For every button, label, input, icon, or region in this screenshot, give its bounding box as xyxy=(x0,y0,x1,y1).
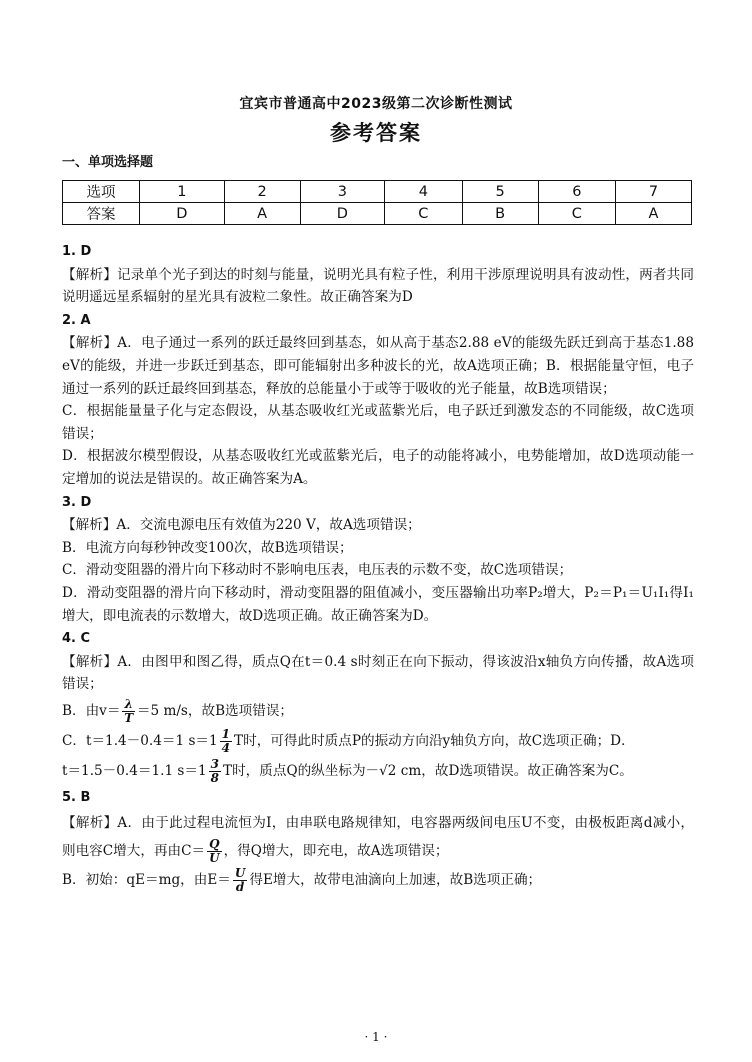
table-cell: 2 xyxy=(224,181,300,203)
table-cell: A xyxy=(616,203,692,225)
fraction-numerator: U xyxy=(234,866,246,881)
text-run: 【解析】A．由于此过程电流恒为I，由串联电路规律知，电容器两级间电压U不变，由极板距离d减小，则电容C增大，再由C＝ xyxy=(62,815,694,860)
explanation-paragraph xyxy=(62,756,694,786)
fraction xyxy=(233,867,247,894)
explanation-paragraph xyxy=(62,726,694,756)
fraction-numerator: 3 xyxy=(210,756,219,771)
question-heading: 5. B xyxy=(62,789,91,805)
section-heading: 一、单项选择题 xyxy=(62,155,154,170)
table-cell: 3 xyxy=(300,181,385,203)
page-number: · 1 · xyxy=(364,1030,388,1044)
table-row xyxy=(63,203,692,225)
explanation-paragraph xyxy=(62,809,694,865)
table-cell: 7 xyxy=(616,181,692,203)
fraction xyxy=(122,698,134,725)
table-cell: A xyxy=(224,203,300,225)
explanation-paragraph xyxy=(62,696,694,726)
fraction xyxy=(207,838,221,865)
text-run: 得E增大，故带电油滴向上加速，故B选项正确； xyxy=(249,872,542,889)
table-row xyxy=(63,181,692,203)
text-run: ，得Q增大，即充电，故A选项错误； xyxy=(223,843,449,860)
explanation-paragraph: C．滑动变阻器的滑片向下移动时不影响电压表，电压表的示数不变，故C选项错误； xyxy=(62,562,573,579)
text-run: T时，可得此时质点P的振动方向沿y轴负方向，故C选项正确；D． xyxy=(234,732,635,749)
fraction-denominator: 8 xyxy=(210,770,219,785)
table-cell: 6 xyxy=(538,181,615,203)
fraction-denominator: T xyxy=(124,710,134,725)
explanation-paragraph: C．根据能量量子化与定态假设，从基态吸收红光或蓝紫光后，电子跃迁到激发态的不同能级，故C选项错误； xyxy=(62,403,694,442)
explanation-paragraph: 【解析】A．电子通过一系列的跃迁最终回到基态，如从高于基态2.88 eV的能级先跃迁到高于基态1.88 eV的能级，并进一步跃迁到基态，即可能辐射出多种波长的光，故A选项正确；B．根据能量守恒，电子通过一系列的跃迁最终回到基态，释放的总能量小于或等于吸收的光子能量，故B选项错误； xyxy=(62,335,694,397)
explanation-paragraph: D．滑动变阻器的滑片向下移动时，滑动变阻器的阻值减小，变压器输出功率P₂增大，P₂＝P₁＝U₁I₁得I₁增大，即电流表的示数增大，故D选项正确。故正确答案为D。 xyxy=(62,584,694,624)
table-cell: D xyxy=(300,203,385,225)
answer-explanations xyxy=(62,240,694,895)
answer-table xyxy=(62,180,692,225)
fraction-numerator: Q xyxy=(209,837,220,852)
answer-key-title: 参考答案 xyxy=(330,121,422,145)
fraction-denominator: U xyxy=(209,851,220,866)
question-heading: 4. C xyxy=(62,631,91,647)
table-header-cell: 选项 xyxy=(63,181,140,203)
text-run: B．初始：qE＝mg，由E＝ xyxy=(62,872,231,889)
explanation-paragraph: B．电流方向每秒钟改变100次，故B选项错误； xyxy=(62,539,353,556)
text-run: C．t＝1.4－0.4＝1 s＝1 xyxy=(62,732,218,749)
text-run: t＝1.5－0.4＝1.1 s＝1 xyxy=(62,762,207,779)
explanation-paragraph: 【解析】A．交流电源电压有效值为220 V，故A选项错误； xyxy=(62,517,421,534)
question-heading: 2. A xyxy=(62,312,91,328)
explanation-paragraph: 【解析】A．由图甲和图乙得，质点Q在t＝0.4 s时刻正在向下振动，得该波沿x轴负方向传播，故A选项错误； xyxy=(62,653,694,693)
text-run: T时，质点Q的纵坐标为－√2 cm，故D选项错误。故正确答案为C。 xyxy=(223,762,633,779)
question-heading: 1. D xyxy=(62,244,92,259)
fraction xyxy=(209,758,221,785)
explanation-paragraph: 【解析】记录单个光子到达的时刻与能量，说明光具有粒子性，利用干涉原理说明具有波动性，两者共同说明遥远星系辐射的星光具有波粒二象性。故正确答案为D xyxy=(62,266,694,306)
text-run: ＝5 m/s，故B选项错误； xyxy=(136,702,294,719)
explanation-paragraph xyxy=(62,865,694,895)
table-cell: 5 xyxy=(462,181,538,203)
fraction-denominator: d xyxy=(235,880,245,895)
table-cell: 4 xyxy=(385,181,462,203)
explanation-paragraph: D．根据波尔模型假设，从基态吸收红光或蓝紫光后，电子的动能将减小，电势能增加，故D选项动能一定增加的说法是错误的。故正确答案为A。 xyxy=(62,448,694,487)
question-heading: 3. D xyxy=(62,494,92,510)
table-header-cell: 答案 xyxy=(63,203,140,225)
exam-title: 宜宾市普通高中2023级第二次诊断性测试 xyxy=(239,96,513,112)
table-cell: C xyxy=(538,203,615,225)
fraction-denominator: 4 xyxy=(221,740,231,755)
table-cell: D xyxy=(140,203,225,225)
fraction-numerator: λ xyxy=(124,696,133,711)
table-cell: C xyxy=(385,203,462,225)
fraction xyxy=(220,728,232,755)
table-cell: 1 xyxy=(140,181,225,203)
text-run: B．由v＝ xyxy=(62,702,121,719)
table-cell: B xyxy=(462,203,538,225)
fraction-numerator: 1 xyxy=(221,726,231,741)
